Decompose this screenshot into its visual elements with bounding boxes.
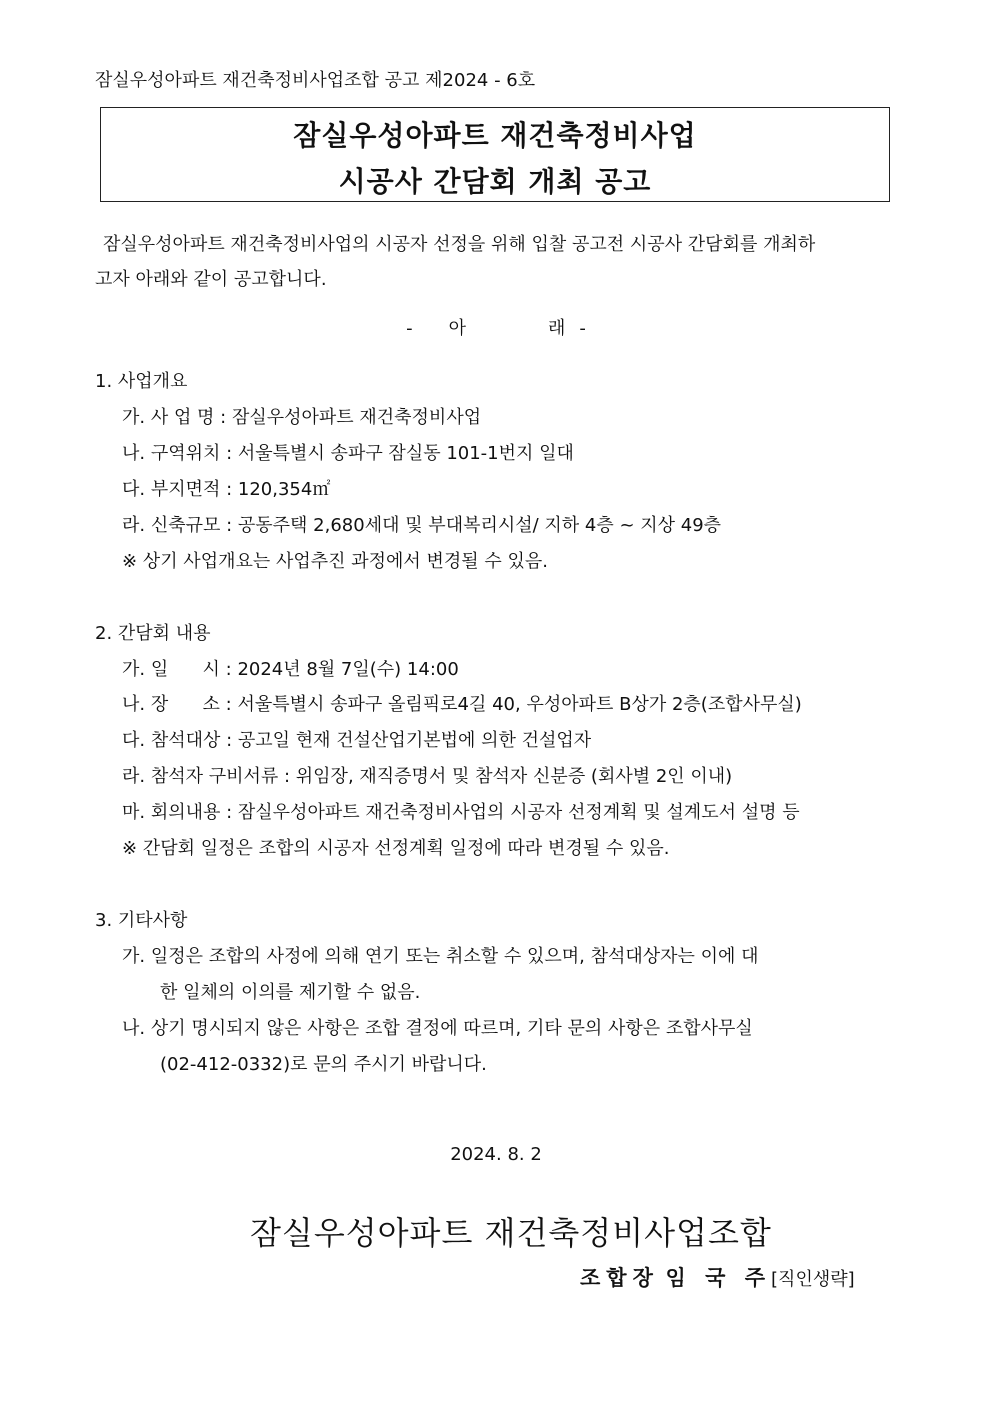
notice-number: 잠실우성아파트 재건축정비사업조합 공고 제2024 - 6호 <box>95 70 536 91</box>
section-1-item-3: 다. 부지면적 : 120,354㎡ <box>122 479 331 500</box>
section-2-note: ※ 간담회 일정은 조합의 시공자 선정계획 일정에 따라 변경될 수 있음. <box>122 838 670 859</box>
section-2-item-2: 나. 장 소 : 서울특별시 송파구 올림픽로4길 40, 우성아파트 B상가 2층(조합사무실) <box>122 694 802 715</box>
section-2-item-5: 마. 회의내용 : 잠실우성아파트 재건축정비사업의 시공자 선정계획 및 설계도서 설명 등 <box>122 802 800 823</box>
section-1-note: ※ 상기 사업개요는 사업추진 과정에서 변경될 수 있음. <box>122 551 549 572</box>
title-line-1: 잠실우성아파트 재건축정비사업 <box>293 119 697 152</box>
below-char-1: 아 <box>448 318 466 339</box>
notice-date: 2024. 8. 2 <box>450 1144 542 1165</box>
below-char-2: 래 <box>548 318 566 339</box>
below-dash-right: - <box>579 318 586 339</box>
association-name: 잠실우성아파트 재건축정비사업조합 <box>250 1214 772 1252</box>
section-1-item-2: 나. 구역위치 : 서울특별시 송파구 잠실동 101-1번지 일대 <box>122 443 574 464</box>
title-line-2: 시공사 간담회 개최 공고 <box>338 165 652 198</box>
below-dash-left: - <box>406 318 413 339</box>
section-3-heading: 3. 기타사항 <box>95 910 188 931</box>
section-2-heading: 2. 간담회 내용 <box>95 623 211 644</box>
section-3-item-1-line-1: 가. 일정은 조합의 사정에 의해 연기 또는 취소할 수 있으며, 참석대상자는 이에 대 <box>122 946 759 967</box>
chairman-title: 조합장 <box>580 1266 659 1290</box>
intro-line-2: 고자 아래와 같이 공고합니다. <box>95 269 327 290</box>
section-3-item-2-line-2: (02-412-0332)로 문의 주시기 바랍니다. <box>160 1054 487 1075</box>
section-1-heading: 1. 사업개요 <box>95 371 188 392</box>
section-3-item-1-line-2: 한 일체의 이의를 제기할 수 없음. <box>160 982 421 1003</box>
section-1-item-4: 라. 신축규모 : 공동주택 2,680세대 및 부대복리시설/ 지하 4층 ~ 지상 49층 <box>122 515 722 536</box>
section-3-item-2-line-1: 나. 상기 명시되지 않은 사항은 조합 결정에 따르며, 기타 문의 사항은 조합사무실 <box>122 1018 753 1039</box>
title-box <box>100 107 890 202</box>
section-1-item-1: 가. 사 업 명 : 잠실우성아파트 재건축정비사업 <box>122 407 482 428</box>
chairman-name: 임 국 주 <box>665 1266 772 1290</box>
intro-line-1: 잠실우성아파트 재건축정비사업의 시공자 선정을 위해 입찰 공고전 시공사 간담회를 개최하 <box>103 234 816 255</box>
section-2-item-4: 라. 참석자 구비서류 : 위임장, 재직증명서 및 참석자 신분증 (회사별 2인 이내) <box>122 766 733 787</box>
section-2-item-3: 다. 참석대상 : 공고일 현재 건설산업기본법에 의한 건설업자 <box>122 730 592 751</box>
below-heading <box>0 314 992 340</box>
section-2-item-1: 가. 일 시 : 2024년 8월 7일(수) 14:00 <box>122 659 459 680</box>
seal-omitted: [직인생략] <box>771 1269 855 1290</box>
chairman-line <box>580 1262 855 1292</box>
